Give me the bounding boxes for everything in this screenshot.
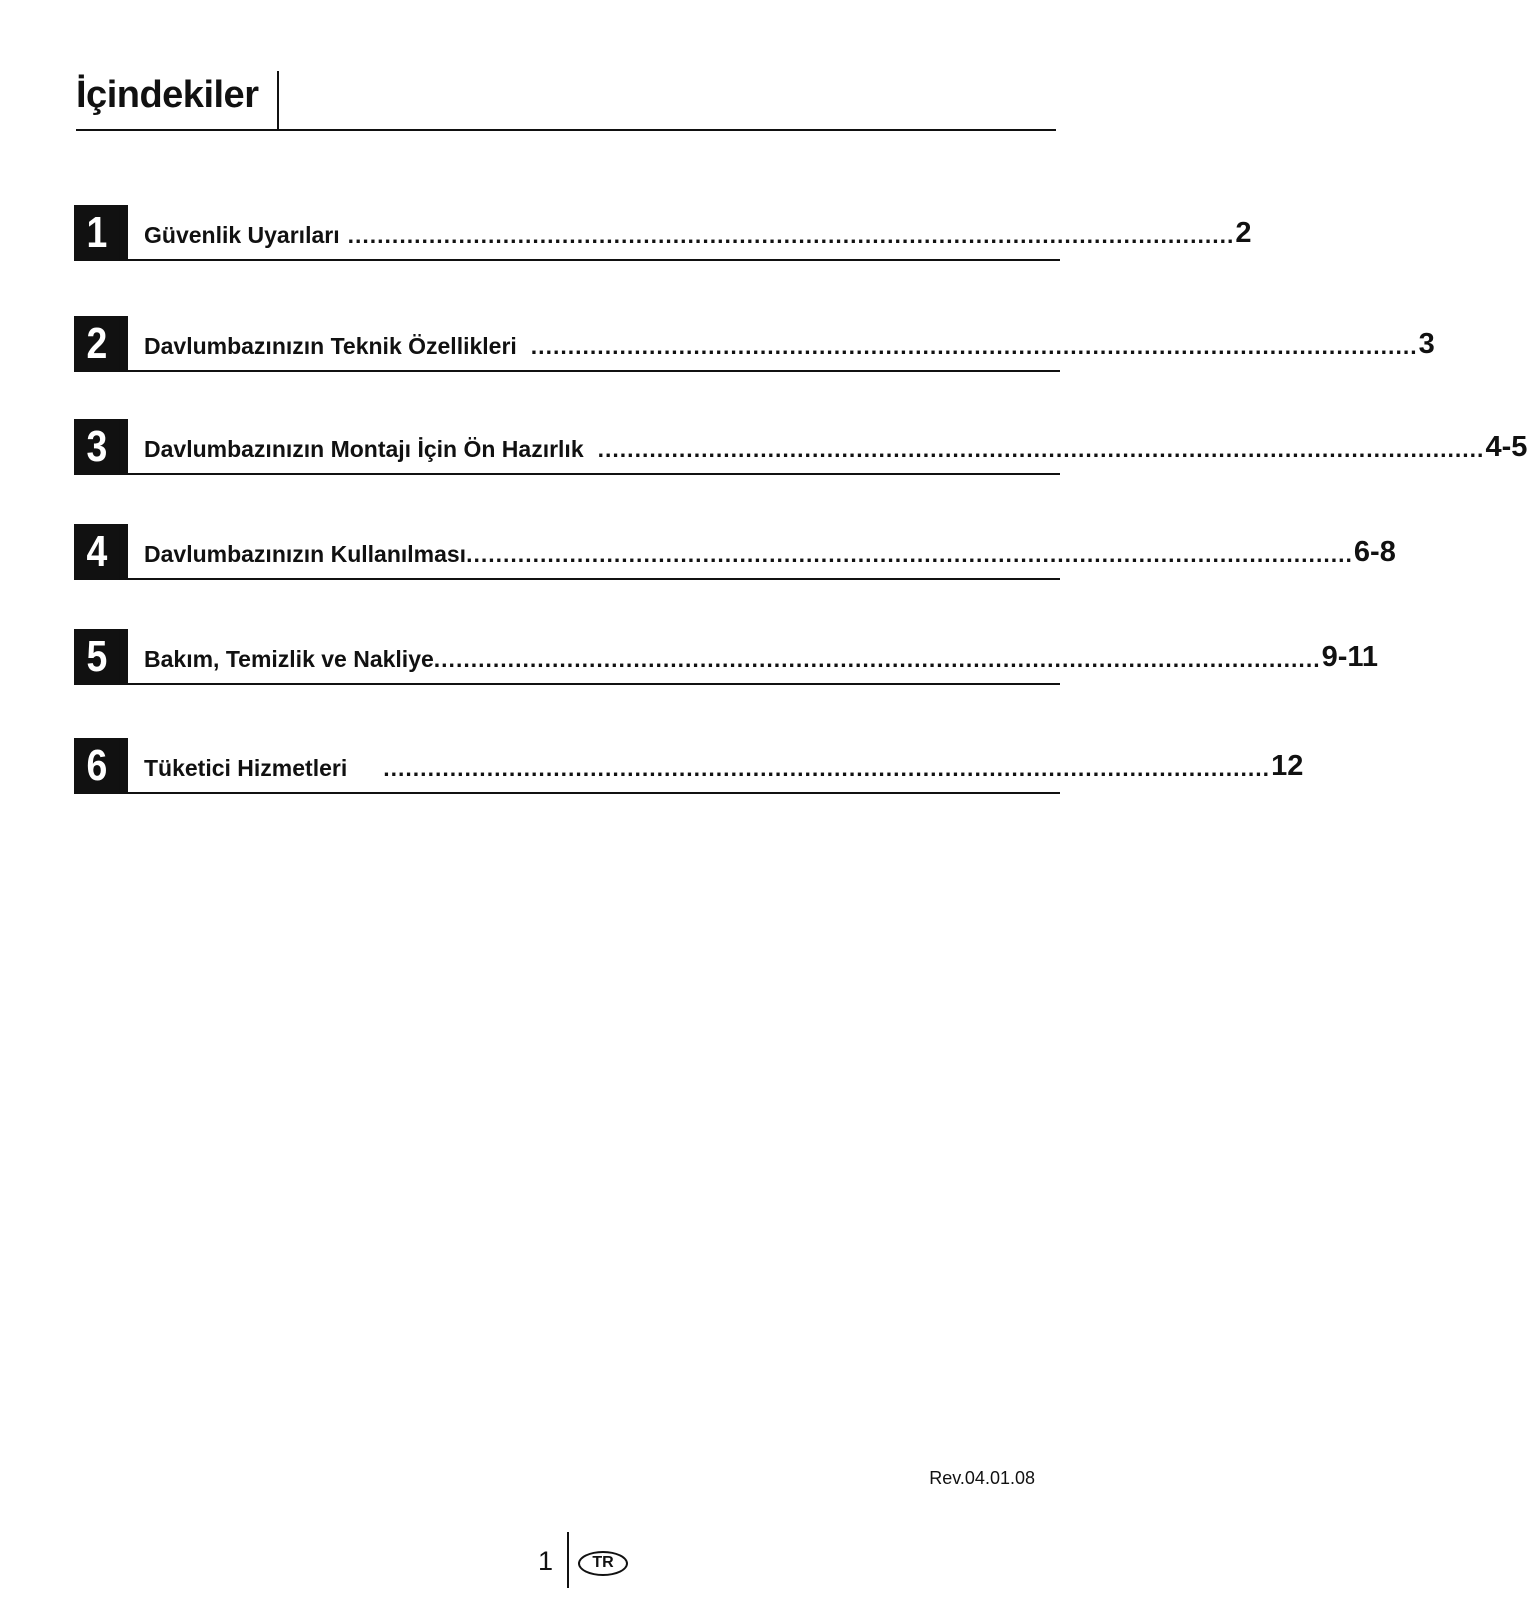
section-number: 2 xyxy=(74,316,120,372)
section-title: Davlumbazınızın Montajı İçin Ön Hazırlık xyxy=(144,436,584,462)
section-rule xyxy=(128,473,1060,475)
section-number: 5 xyxy=(74,629,120,685)
leader-dots: ........................................................................................................................ xyxy=(347,222,1235,248)
section-rule xyxy=(128,259,1060,261)
leader-dots: ........................................................................................................................ xyxy=(597,436,1485,462)
language-badge: TR xyxy=(578,1551,628,1576)
toc-entry-3[interactable] xyxy=(74,419,1527,475)
section-page: 3 xyxy=(1418,328,1435,360)
toc-entry-4[interactable] xyxy=(74,524,1396,580)
section-rule xyxy=(128,792,1060,794)
title-divider xyxy=(277,71,279,129)
footer-divider xyxy=(567,1532,569,1588)
leader-dots: ........................................................................................................................ xyxy=(383,755,1271,781)
toc-entry-2[interactable] xyxy=(74,316,1435,372)
section-page: 12 xyxy=(1271,750,1304,782)
section-rule xyxy=(128,683,1060,685)
section-title: Davlumbazınızın Teknik Özellikleri xyxy=(144,333,517,359)
leader-dots: ........................................................................................................................ xyxy=(466,541,1353,567)
section-title: Tüketici Hizmetleri xyxy=(144,755,348,781)
section-page: 6-8 xyxy=(1353,536,1396,568)
page-title: İçindekiler xyxy=(76,74,259,116)
section-page: 4-5 xyxy=(1485,431,1527,463)
leader-dots: ........................................................................................................................ xyxy=(530,333,1418,359)
leader-dots: ........................................................................................................................ xyxy=(433,646,1321,672)
section-page: 9-11 xyxy=(1321,641,1379,673)
section-number: 6 xyxy=(74,738,120,794)
section-number: 4 xyxy=(74,524,120,580)
section-rule xyxy=(128,370,1060,372)
section-page: 2 xyxy=(1235,217,1252,249)
section-title: Bakım, Temizlik ve Nakliye xyxy=(144,646,434,672)
section-title: Davlumbazınızın Kullanılması xyxy=(144,541,467,567)
section-number: 1 xyxy=(74,205,120,261)
toc-entry-6[interactable] xyxy=(74,738,1304,794)
page-number: 1 xyxy=(538,1546,554,1576)
section-rule xyxy=(128,578,1060,580)
toc-entry-5[interactable] xyxy=(74,629,1379,685)
section-number: 3 xyxy=(74,419,120,475)
revision-label: Rev.04.01.08 xyxy=(929,1468,1035,1488)
title-rule xyxy=(76,129,1056,131)
toc-entry-1[interactable] xyxy=(74,205,1252,261)
section-title: Güvenlik Uyarıları xyxy=(144,222,340,248)
